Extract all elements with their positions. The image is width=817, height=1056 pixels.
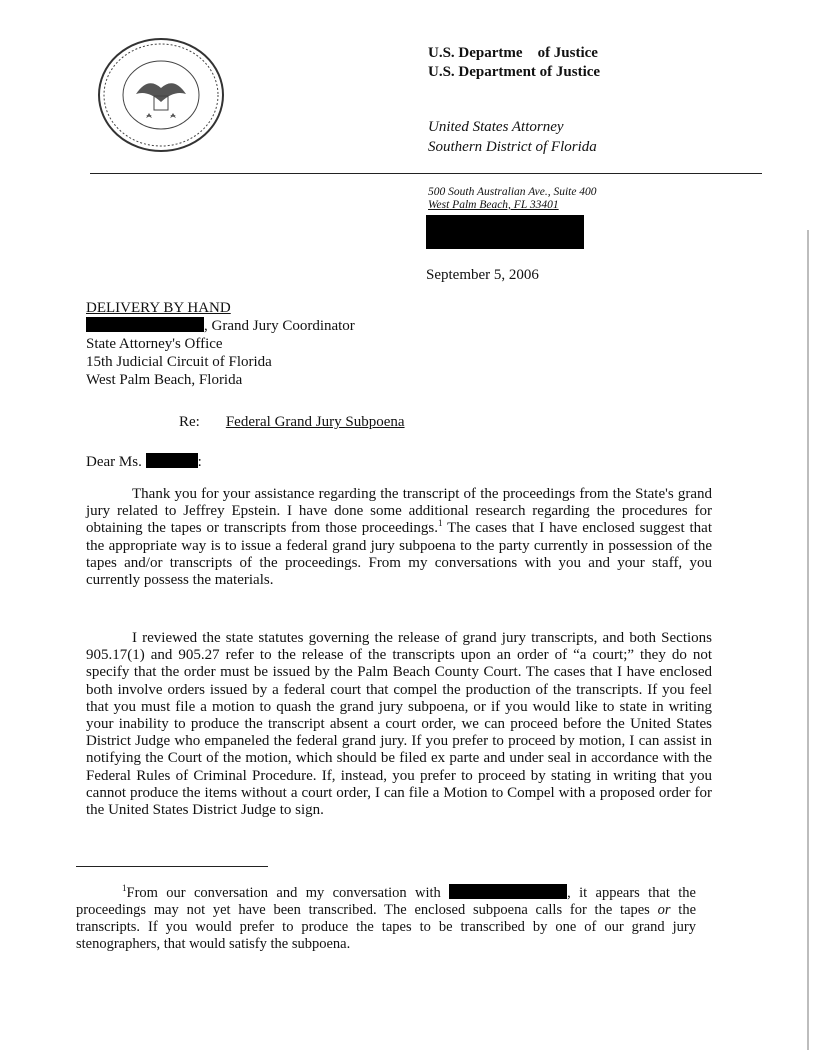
salutation-suffix: : xyxy=(197,454,202,470)
recipient-circuit: 15th Judicial Circuit of Florida xyxy=(86,354,272,370)
footnote-reference: 1 xyxy=(437,518,443,529)
recipient-city: West Palm Beach, Florida xyxy=(86,372,243,388)
recipient-title: , Grand Jury Coordinator xyxy=(204,318,355,334)
redaction-block xyxy=(449,884,567,899)
office-address xyxy=(428,186,597,212)
paragraph-2: I reviewed the state statutes governing the release of grand jury transcripts, and both Sections 905.17(1) and 905.27 refer to the release of the transcripts upon an order of “a court;” they do not specify that the order must be issued by the Palm Beach County Court. The cases that I have enclosed both involve orders issued by a federal court that compel the production of the transcripts. If you feel that you must file a motion to quash the grand jury subpoena, or if you would like to state in writing your inability to produce the transcript absent a court order, we can proceed before the United States District Judge who empaneled the federal grand jury. If you prefer to proceed by motion, I can assist in notifying the Court of the motion, which should be filed ex parte and under seal in accordance with the Federal Rules of Criminal Procedure. If, instead, you prefer to proceed by stating in writing that you cannot produce the items without a court order, I can file a Motion to Compel with a proposed order for the United States District Judge to sign. xyxy=(86,630,712,819)
footnote-marker: 1 xyxy=(122,883,127,894)
redaction-block xyxy=(86,317,204,332)
footnote xyxy=(76,884,696,953)
salutation-prefix: Dear Ms. xyxy=(86,454,142,470)
recipient-block xyxy=(86,299,355,389)
doj-seal xyxy=(96,36,226,154)
letter-date: September 5, 2006 xyxy=(426,267,539,283)
footnote-text-a: From our conversation and my conversation with xyxy=(126,885,450,901)
redaction-block xyxy=(426,215,584,249)
salutation xyxy=(86,453,202,471)
paragraph-1-text-a: Thank you for your assistance regarding the transcript of the proceedings from the State's grand jury related to Jeffrey Epstein. I have done some additional research regarding the procedures for obtaining the tapes or transcripts from those proceedings. xyxy=(86,486,712,537)
delivery-method: DELIVERY BY HAND xyxy=(86,300,231,316)
footnote-text-c: the transcripts. If you would prefer to produce the tapes to be transcribed by one of our grand jury stenographers, that would satisfy the subpoena. xyxy=(76,902,697,952)
address-line-1: 500 South Australian Ave., Suite 400 xyxy=(428,186,597,198)
paragraph-1-text-b: The cases that I have enclosed suggest that the appropriate way is to issue a federal grand jury subpoena to the party currently in possession of the tapes and/or transcripts of the proceedings. From my conversations with you and your staff, you currently possess the materials. xyxy=(86,520,712,589)
address-line-2: West Palm Beach, FL 33401 xyxy=(428,199,559,211)
paragraph-1 xyxy=(86,486,712,589)
letterhead-line-2: U.S. Department of Justice xyxy=(428,64,601,80)
letterhead-rule xyxy=(90,173,762,174)
office-title: United States Attorney xyxy=(428,119,564,135)
recipient-name-line xyxy=(86,317,355,335)
redaction-block xyxy=(146,453,198,468)
letterhead-department xyxy=(428,44,600,82)
footnote-rule xyxy=(76,866,268,867)
re-line xyxy=(179,414,405,431)
re-subject: Federal Grand Jury Subpoena xyxy=(225,414,405,430)
recipient-office: State Attorney's Office xyxy=(86,336,223,352)
letterhead-office xyxy=(428,117,597,157)
re-label: Re: xyxy=(179,414,200,430)
scan-edge xyxy=(807,230,809,1050)
footnote-text-b: , it appears that the proceedings may not yet have been transcribed. The enclosed subpoena calls for the tapes xyxy=(76,885,696,918)
footnote-emphasis: or xyxy=(657,902,671,918)
office-district: Southern District of Florida xyxy=(428,139,597,155)
letterhead-line-1: U.S. Departme of Justice xyxy=(428,45,598,61)
